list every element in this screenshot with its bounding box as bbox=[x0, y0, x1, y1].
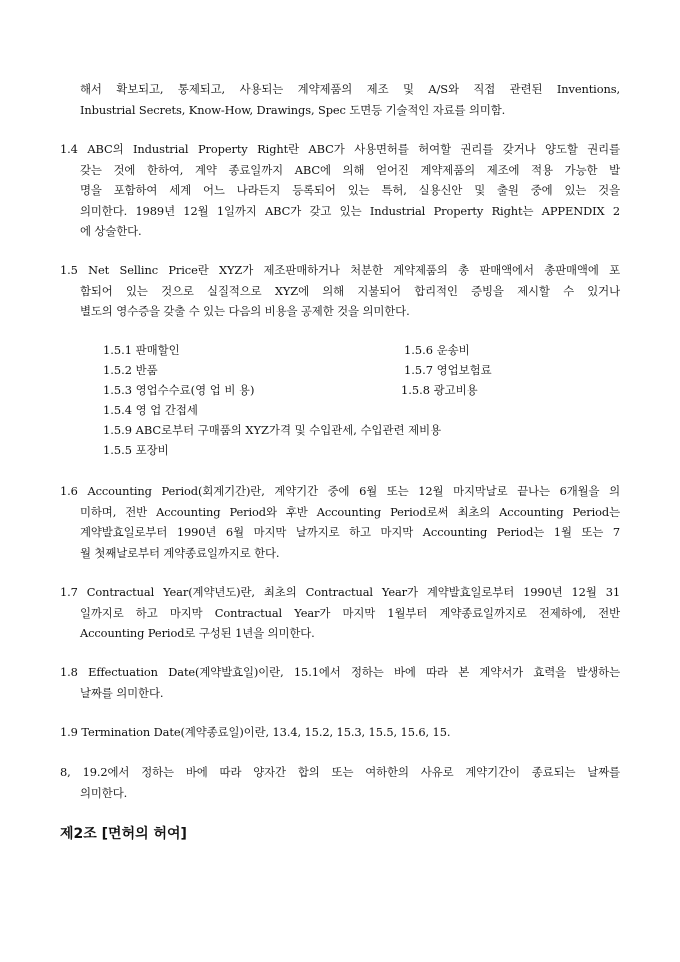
item-1-5-8: 1.5.8 광고비용 bbox=[401, 383, 478, 397]
item-1-5-3: 1.5.3 영업수수료(영 업 비 용) bbox=[103, 383, 255, 397]
s16-line-1: 1.6 Accounting Period(회계기간)란, 계약기간 중에 6월 또는 12월 마지막날로 끝나는 6개월을 의 bbox=[60, 484, 620, 498]
s14-line-4: 의미한다. 1989년 12월 1일까지 ABC가 갖고 있는 Industrial Property Right는 APPENDIX 2 bbox=[80, 203, 620, 218]
s17-line-1: 1.7 Contractual Year(계약년도)란, 최초의 Contractual Year가 계약발효일로부터 1990년 12월 31 bbox=[60, 585, 620, 599]
intro-paragraph bbox=[80, 79, 620, 120]
intro-line-2: Inbustrial Secrets, Know-How, Drawings, Spec 도면등 기술적인 자료를 의미함. bbox=[80, 102, 506, 117]
s14-line-1: 1.4 ABC의 Industrial Property Right란 ABC가 사용면허를 허여할 권리를 갖거나 양도할 권리를 bbox=[60, 142, 620, 156]
section-1-9 bbox=[60, 722, 620, 743]
s14-line-2: 갖는 것에 한하여, 계약 종료일까지 ABC에 의해 얻어진 계약제품의 제조에 적용 가능한 발 bbox=[80, 162, 620, 177]
s16-line-2: 미하며, 전반 Accounting Period와 후반 Accounting Period로써 최초의 Accounting Period는 bbox=[80, 504, 620, 519]
item-1-5-1: 1.5.1 판매할인 bbox=[103, 343, 180, 357]
section-1-7 bbox=[60, 582, 620, 644]
s19-line-1: 1.9 Termination Date(계약종료일)이란, 13.4, 15.2, 15.3, 15.5, 15.6, 15. bbox=[60, 725, 451, 739]
article-2-heading: 제2조 [면허의 허여] bbox=[60, 826, 187, 842]
section-1-6 bbox=[60, 481, 620, 563]
s18-line-2: 날짜를 의미한다. bbox=[80, 685, 164, 700]
s15-line-2: 함되어 있는 것으로 실질적으로 XYZ에 의해 지불되어 합리적인 증빙을 제시할 수 있거나 bbox=[80, 283, 620, 298]
item-1-5-6: 1.5.6 운송비 bbox=[404, 343, 470, 357]
item-1-5-5: 1.5.5 포장비 bbox=[103, 443, 169, 457]
s15-line-3: 별도의 영수증을 갖출 수 있는 다음의 비용을 공제한 것을 의미한다. bbox=[80, 304, 410, 318]
s14-line-5: 에 상술한다. bbox=[80, 224, 142, 238]
s18-line-1: 1.8 Effectuation Date(계약발효일)이란, 15.1에서 정하는 바에 따라 본 계약서가 효력을 발생하는 bbox=[60, 665, 620, 679]
section-1-5 bbox=[60, 260, 620, 322]
intro-line-1: 해서 확보되고, 통제되고, 사용되는 계약제품의 제조 및 A/S와 직접 관련된 Inventions, bbox=[80, 82, 620, 96]
item-1-5-2: 1.5.2 반품 bbox=[103, 363, 158, 377]
s14-line-3: 명을 포함하여 세계 어느 나라든지 등록되어 있는 특허, 실용신안 및 출원 중에 있는 것을 bbox=[80, 183, 620, 197]
s19b-line-2: 의미한다. bbox=[80, 785, 128, 800]
s16-line-3: 계약발효일로부터 1990년 6월 마지막 날까지로 하고 마지막 Accounting Period는 1월 또는 7 bbox=[80, 525, 620, 539]
item-1-5-7: 1.5.7 영업보험료 bbox=[404, 363, 492, 377]
s15-line-1: 1.5 Net Sellinc Price란 XYZ가 제조판매하거나 처분한 계약제품의 총 판매액에서 총판매액에 포 bbox=[60, 263, 620, 277]
section-1-9-continued bbox=[60, 762, 620, 803]
item-1-5-4: 1.5.4 영 업 간접세 bbox=[103, 403, 198, 417]
s16-line-4: 월 첫째날로부터 계약종료일까지로 한다. bbox=[80, 545, 280, 560]
s17-line-2: 일까지로 하고 마지막 Contractual Year가 마지막 1월부터 계약종료일까지로 전제하에, 전반 bbox=[80, 605, 620, 620]
s19b-line-1: 8, 19.2에서 정하는 바에 따라 양자간 합의 또는 여하한의 사유로 계약기간이 종료되는 날짜를 bbox=[60, 765, 620, 779]
item-1-5-9: 1.5.9 ABC로부터 구매품의 XYZ가격 및 수입관세, 수입관련 제비용 bbox=[103, 423, 442, 437]
section-1-8 bbox=[60, 662, 620, 703]
s17-line-3: Accounting Period로 구성된 1년을 의미한다. bbox=[80, 626, 315, 640]
section-1-4 bbox=[60, 139, 620, 242]
